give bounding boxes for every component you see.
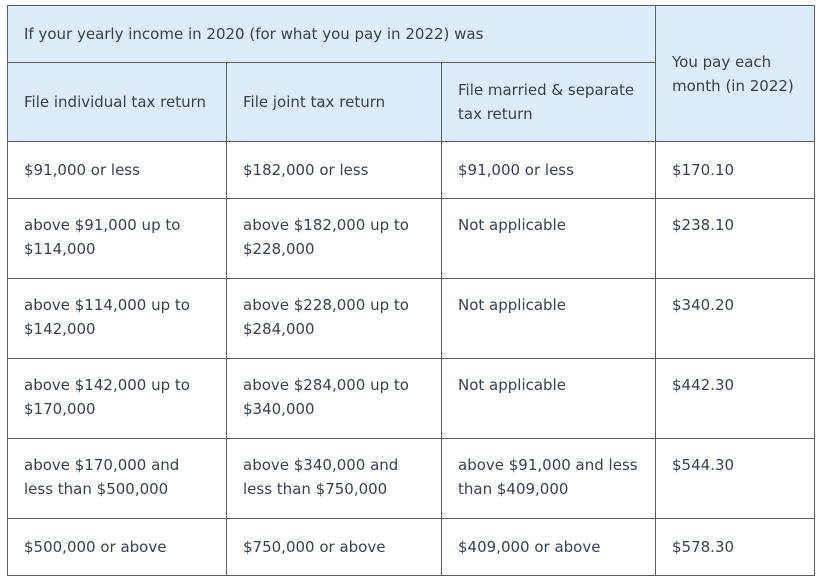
table-row [8, 199, 815, 279]
cell-joint: above $284,000 up to $340,000 [227, 359, 442, 439]
cell-married-separate: Not applicable [442, 199, 656, 279]
cell-joint: above $228,000 up to $284,000 [227, 279, 442, 359]
cell-monthly: $544.30 [656, 439, 815, 519]
cell-joint: $750,000 or above [227, 519, 442, 576]
cell-married-separate: Not applicable [442, 279, 656, 359]
cell-individual: $500,000 or above [8, 519, 227, 576]
cell-married-separate: above $91,000 and less than $409,000 [442, 439, 656, 519]
cell-married-separate: Not applicable [442, 359, 656, 439]
table-row [8, 439, 815, 519]
premium-table-container [7, 5, 815, 576]
cell-monthly: $442.30 [656, 359, 815, 439]
cell-monthly: $578.30 [656, 519, 815, 576]
cell-married-separate: $91,000 or less [442, 142, 656, 199]
table-row [8, 519, 815, 576]
header-monthly-payment: You pay each month (in 2022) [656, 6, 815, 142]
cell-individual: above $142,000 up to $170,000 [8, 359, 227, 439]
cell-individual: $91,000 or less [8, 142, 227, 199]
cell-joint: $182,000 or less [227, 142, 442, 199]
cell-joint: above $340,000 and less than $750,000 [227, 439, 442, 519]
table-header [8, 6, 815, 142]
header-joint: File joint tax return [227, 63, 442, 142]
table-body [8, 142, 815, 576]
table-row [8, 142, 815, 199]
cell-individual: above $114,000 up to $142,000 [8, 279, 227, 359]
cell-individual: above $170,000 and less than $500,000 [8, 439, 227, 519]
header-income-group: If your yearly income in 2020 (for what you pay in 2022) was [8, 6, 656, 63]
header-married-separate: File married & separate tax return [442, 63, 656, 142]
cell-joint: above $182,000 up to $228,000 [227, 199, 442, 279]
premium-table [7, 5, 815, 576]
header-individual: File individual tax return [8, 63, 227, 142]
cell-married-separate: $409,000 or above [442, 519, 656, 576]
cell-monthly: $340.20 [656, 279, 815, 359]
cell-individual: above $91,000 up to $114,000 [8, 199, 227, 279]
table-row [8, 359, 815, 439]
table-row [8, 279, 815, 359]
cell-monthly: $170.10 [656, 142, 815, 199]
cell-monthly: $238.10 [656, 199, 815, 279]
